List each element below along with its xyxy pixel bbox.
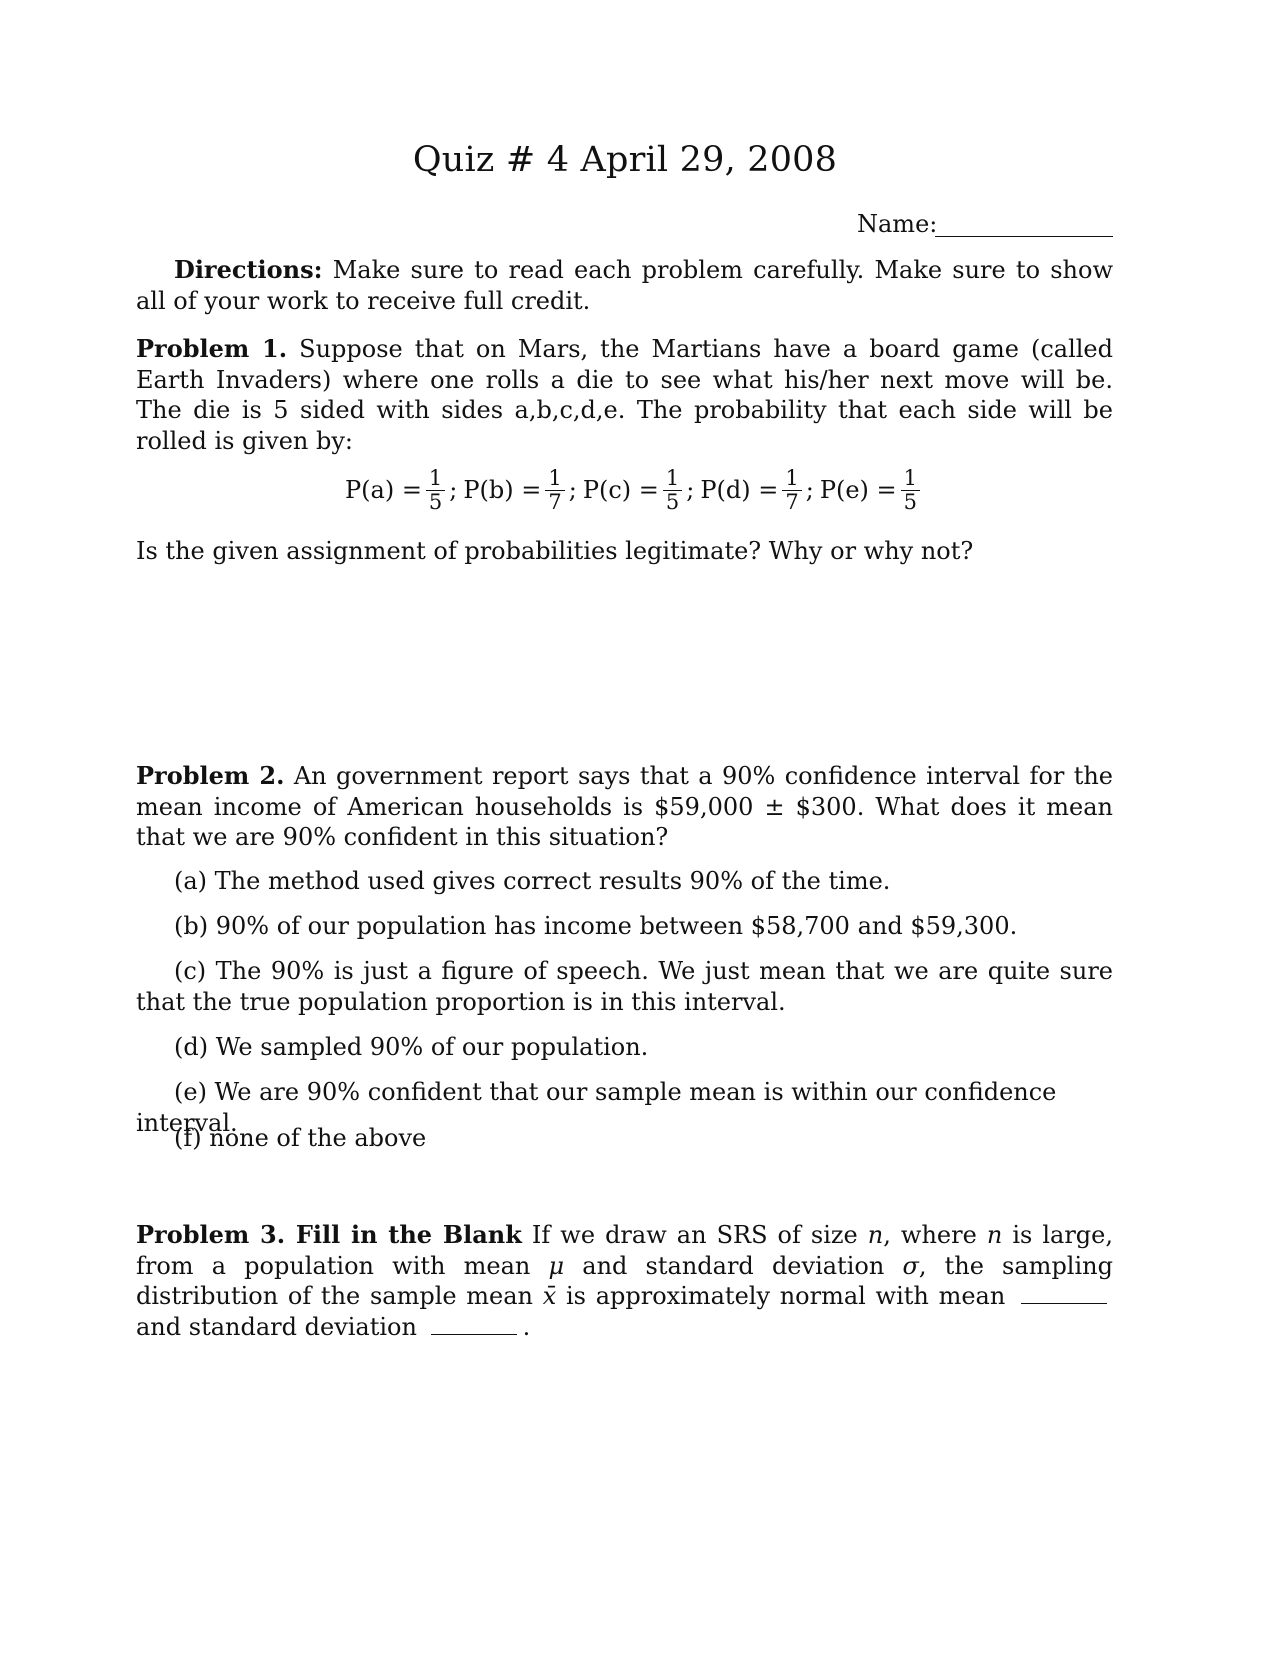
fraction: $\frac{1}{5}$ [663,467,682,514]
page-title: Quiz # 4 April 29, 2008 [412,140,838,180]
prob-label: P(c) = [582,476,659,504]
fraction: $\frac{1}{7}$ [782,467,801,514]
problem-3-label: Problem 3. Fill in the Blank [136,1220,522,1249]
prob-term: P(a) = $\frac{1}{5}$ ; [345,465,458,514]
problem-3-text: If we draw an SRS of size [531,1221,858,1249]
symbol-n: n [867,1221,884,1249]
prob-term [820,467,924,514]
fraction: $\frac{1}{5}$ [426,467,445,514]
prob-label: P(b) = [463,476,542,504]
problem-3-text: and standard deviation [582,1251,885,1280]
prob-label: P(d) = [700,476,779,504]
name-label: Name: [857,210,938,238]
symbol-mu: μ [548,1251,565,1280]
problem-1-question: Is the given assignment of probabilities legitimate? Why or why not? [136,537,974,565]
problem-3-text: is approximately normal with mean [566,1282,1006,1310]
symbol-xbar: x̄ [542,1282,557,1310]
problem-3-text: and standard deviation [136,1312,417,1341]
prob-label: P(a) = [345,476,422,504]
directions [136,255,1113,316]
option-c: (c) The 90% is just a figure of speech. We just mean that we are quite sure that the true population proportion is in this interval. [136,957,1113,1016]
problem-3-text: , the sampling distribution of the sample mean [136,1251,1113,1310]
problem-2-text: An government report says that a 90% confidence interval for the mean income of American households is $59,000 ± $300. What does it mean that we are 90% confident in this situation? [136,762,1113,851]
prob-term: P(c) = $\frac{1}{5}$ ; [582,465,695,514]
std-dev-blank[interactable] [431,1314,517,1335]
fraction: $\frac{1}{7}$ [545,467,564,514]
problem-1-label: Problem 1. [136,334,288,363]
problem-1 [136,334,1113,456]
fraction: $\frac{1}{5}$ [901,467,920,514]
directions-text: Make sure to read each problem carefully. Make sure to show all of your work to receive full credit. [136,256,1113,315]
symbol-sigma: σ [902,1251,919,1280]
period: . [522,1312,531,1341]
prob-term: P(b) = $\frac{1}{7}$ ; [463,465,577,514]
option-e: (e) We are 90% confident that our sample mean is within our confidence interval. [136,1078,1057,1137]
prob-label: P(e) = [819,476,897,504]
symbol-n: n [986,1221,1003,1249]
mean-blank[interactable] [1021,1283,1107,1304]
problem-2 [136,761,1113,853]
problem-2-label: Problem 2. [136,761,285,790]
problem-3-text: is large, from a population with mean [136,1221,1113,1280]
problem-3-text: , where [883,1221,977,1249]
problem-3 [136,1220,1113,1342]
problem-1-text: Suppose that on Mars, the Martians have a board game (called Earth Invaders) where one rolls a die to see what his/her next move will be. The die is 5 sided with sides a,b,c,d,e. The probability that each side will be rolled is given by: [136,335,1113,455]
option-f: (f) none of the above [174,1124,427,1152]
option-d: (d) We sampled 90% of our population. [174,1033,649,1061]
prob-term: P(d) = $\frac{1}{7}$ ; [700,465,814,514]
option-a: (a) The method used gives correct results 90% of the time. [174,867,891,895]
name-blank[interactable] [935,236,1113,237]
probability-formula [345,460,930,520]
option-b: (b) 90% of our population has income between $58,700 and $59,300. [174,912,1018,940]
directions-label: Directions: [174,255,323,284]
